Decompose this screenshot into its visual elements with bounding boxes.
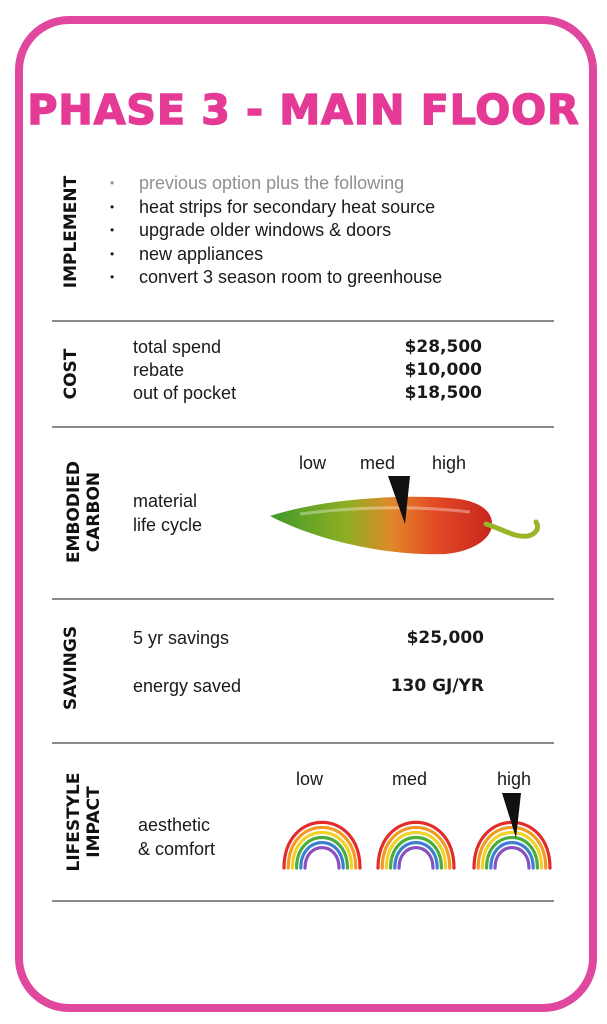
page-title: PHASE 3 - MAIN FLOOR [27, 86, 580, 134]
carbon-level-low: low [299, 453, 327, 473]
lifestyle-desc-line2: & comfort [138, 839, 216, 859]
cost-label-out-of-pocket: out of pocket [133, 383, 237, 403]
carbon-level-high: high [432, 453, 467, 473]
rainbow-icon [284, 822, 360, 868]
carbon-desc-line1: material [133, 491, 198, 511]
section-label-cost: COST [61, 348, 81, 400]
savings-label-5yr: 5 yr savings [133, 628, 230, 648]
lifestyle-level-low: low [296, 769, 324, 789]
list-item: • heat strips for secondary heat source [110, 196, 436, 217]
cost-value-total-spend: $28,500 [404, 337, 482, 357]
cost-label-total-spend: total spend [133, 337, 222, 357]
list-item: • previous option plus the following [110, 173, 405, 193]
section-label-lifestyle-impact: LIFESTYLE IMPACT [64, 772, 104, 872]
cost-value-rebate: $10,000 [404, 360, 482, 380]
cost-label-rebate: rebate [133, 360, 185, 380]
list-item: • new appliances [110, 243, 264, 264]
lifestyle-level-high: high [497, 769, 532, 789]
rainbow-icon [474, 822, 550, 868]
savings-value-5yr: $25,000 [406, 628, 484, 648]
rainbow-icon [378, 822, 454, 868]
list-item: • upgrade older windows & doors [110, 220, 392, 241]
savings-label-energy: energy saved [133, 676, 242, 696]
lifestyle-level-med: med [392, 769, 428, 789]
carbon-level-med: med [360, 453, 396, 473]
section-label-savings: SAVINGS [61, 625, 81, 711]
section-label-embodied-carbon: EMBODIED CARBON [64, 460, 104, 564]
section-divider [52, 900, 554, 902]
savings-value-energy: 130 GJ/YR [390, 676, 484, 696]
cost-value-out-of-pocket: $18,500 [404, 383, 482, 403]
list-item: • convert 3 season room to greenhouse [110, 267, 443, 288]
section-label-implement: IMPLEMENT [61, 175, 81, 289]
lifestyle-desc-line1: aesthetic [138, 815, 211, 835]
carbon-desc-line2: life cycle [133, 515, 203, 535]
